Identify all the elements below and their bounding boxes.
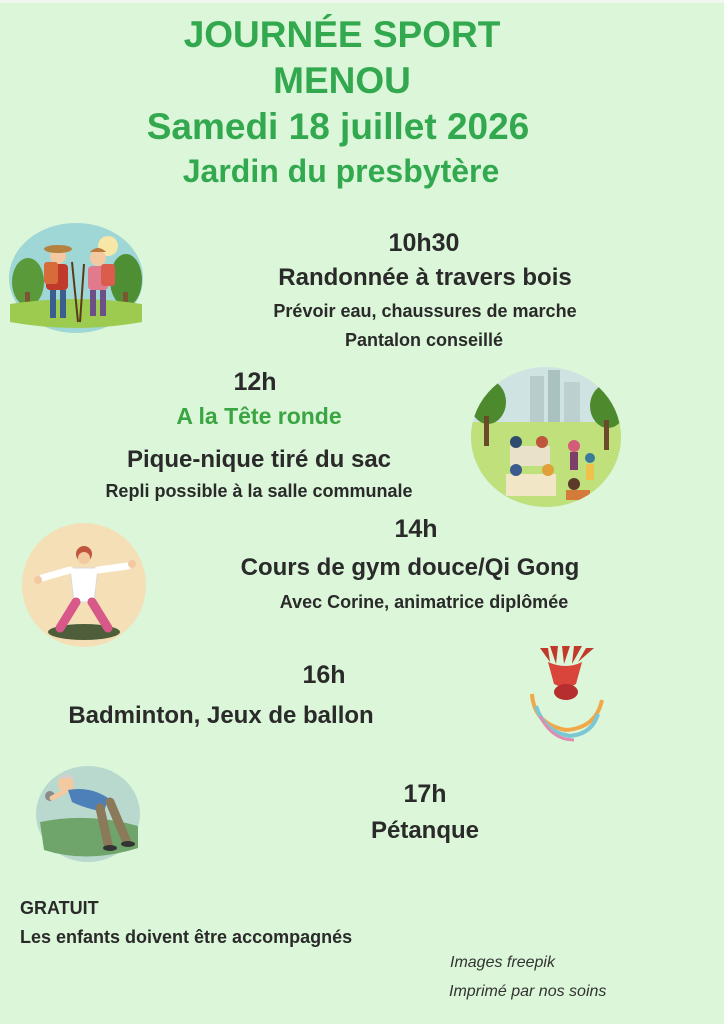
title-line-1: JOURNÉE SPORT (183, 14, 501, 55)
credit-images: Images freepik (450, 954, 555, 971)
picnic-note: Repli possible à la salle communale (105, 481, 413, 501)
activity-hike: Randonnée à travers bois (278, 264, 572, 291)
picnic-location: A la Tête ronde (176, 403, 342, 429)
hike-note-1: Prévoir eau, chaussures de marche (273, 301, 577, 321)
time-16h: 16h (302, 661, 346, 689)
time-14h: 14h (394, 515, 438, 543)
petanque-player-illustration (34, 752, 142, 864)
free-label: GRATUIT (20, 898, 99, 918)
hikers-illustration (8, 222, 144, 334)
time-12h: 12h (233, 368, 277, 396)
activity-picnic: Pique-nique tiré du sac (126, 446, 392, 473)
qi-gong-illustration (20, 522, 148, 648)
shuttlecock-icon (526, 644, 608, 742)
event-venue: Jardin du presbytère (182, 153, 500, 189)
time-10h30: 10h30 (388, 229, 460, 257)
activity-qi-gong: Cours de gym douce/Qi Gong (240, 554, 580, 581)
event-date: Samedi 18 juillet 2026 (146, 106, 530, 147)
time-17h: 17h (403, 780, 447, 808)
activity-badminton: Badminton, Jeux de ballon (68, 702, 374, 729)
activity-petanque: Pétanque (370, 817, 480, 844)
hike-note-2: Pantalon conseillé (344, 330, 504, 350)
qi-gong-note: Avec Corine, animatrice diplômée (279, 592, 569, 612)
title-line-2: MENOU (273, 60, 411, 101)
picnic-park-illustration (470, 366, 622, 508)
children-notice: Les enfants doivent être accompagnés (20, 927, 353, 947)
credit-print: Imprimé par nos soins (449, 983, 607, 1000)
scan-edge (0, 0, 724, 3)
